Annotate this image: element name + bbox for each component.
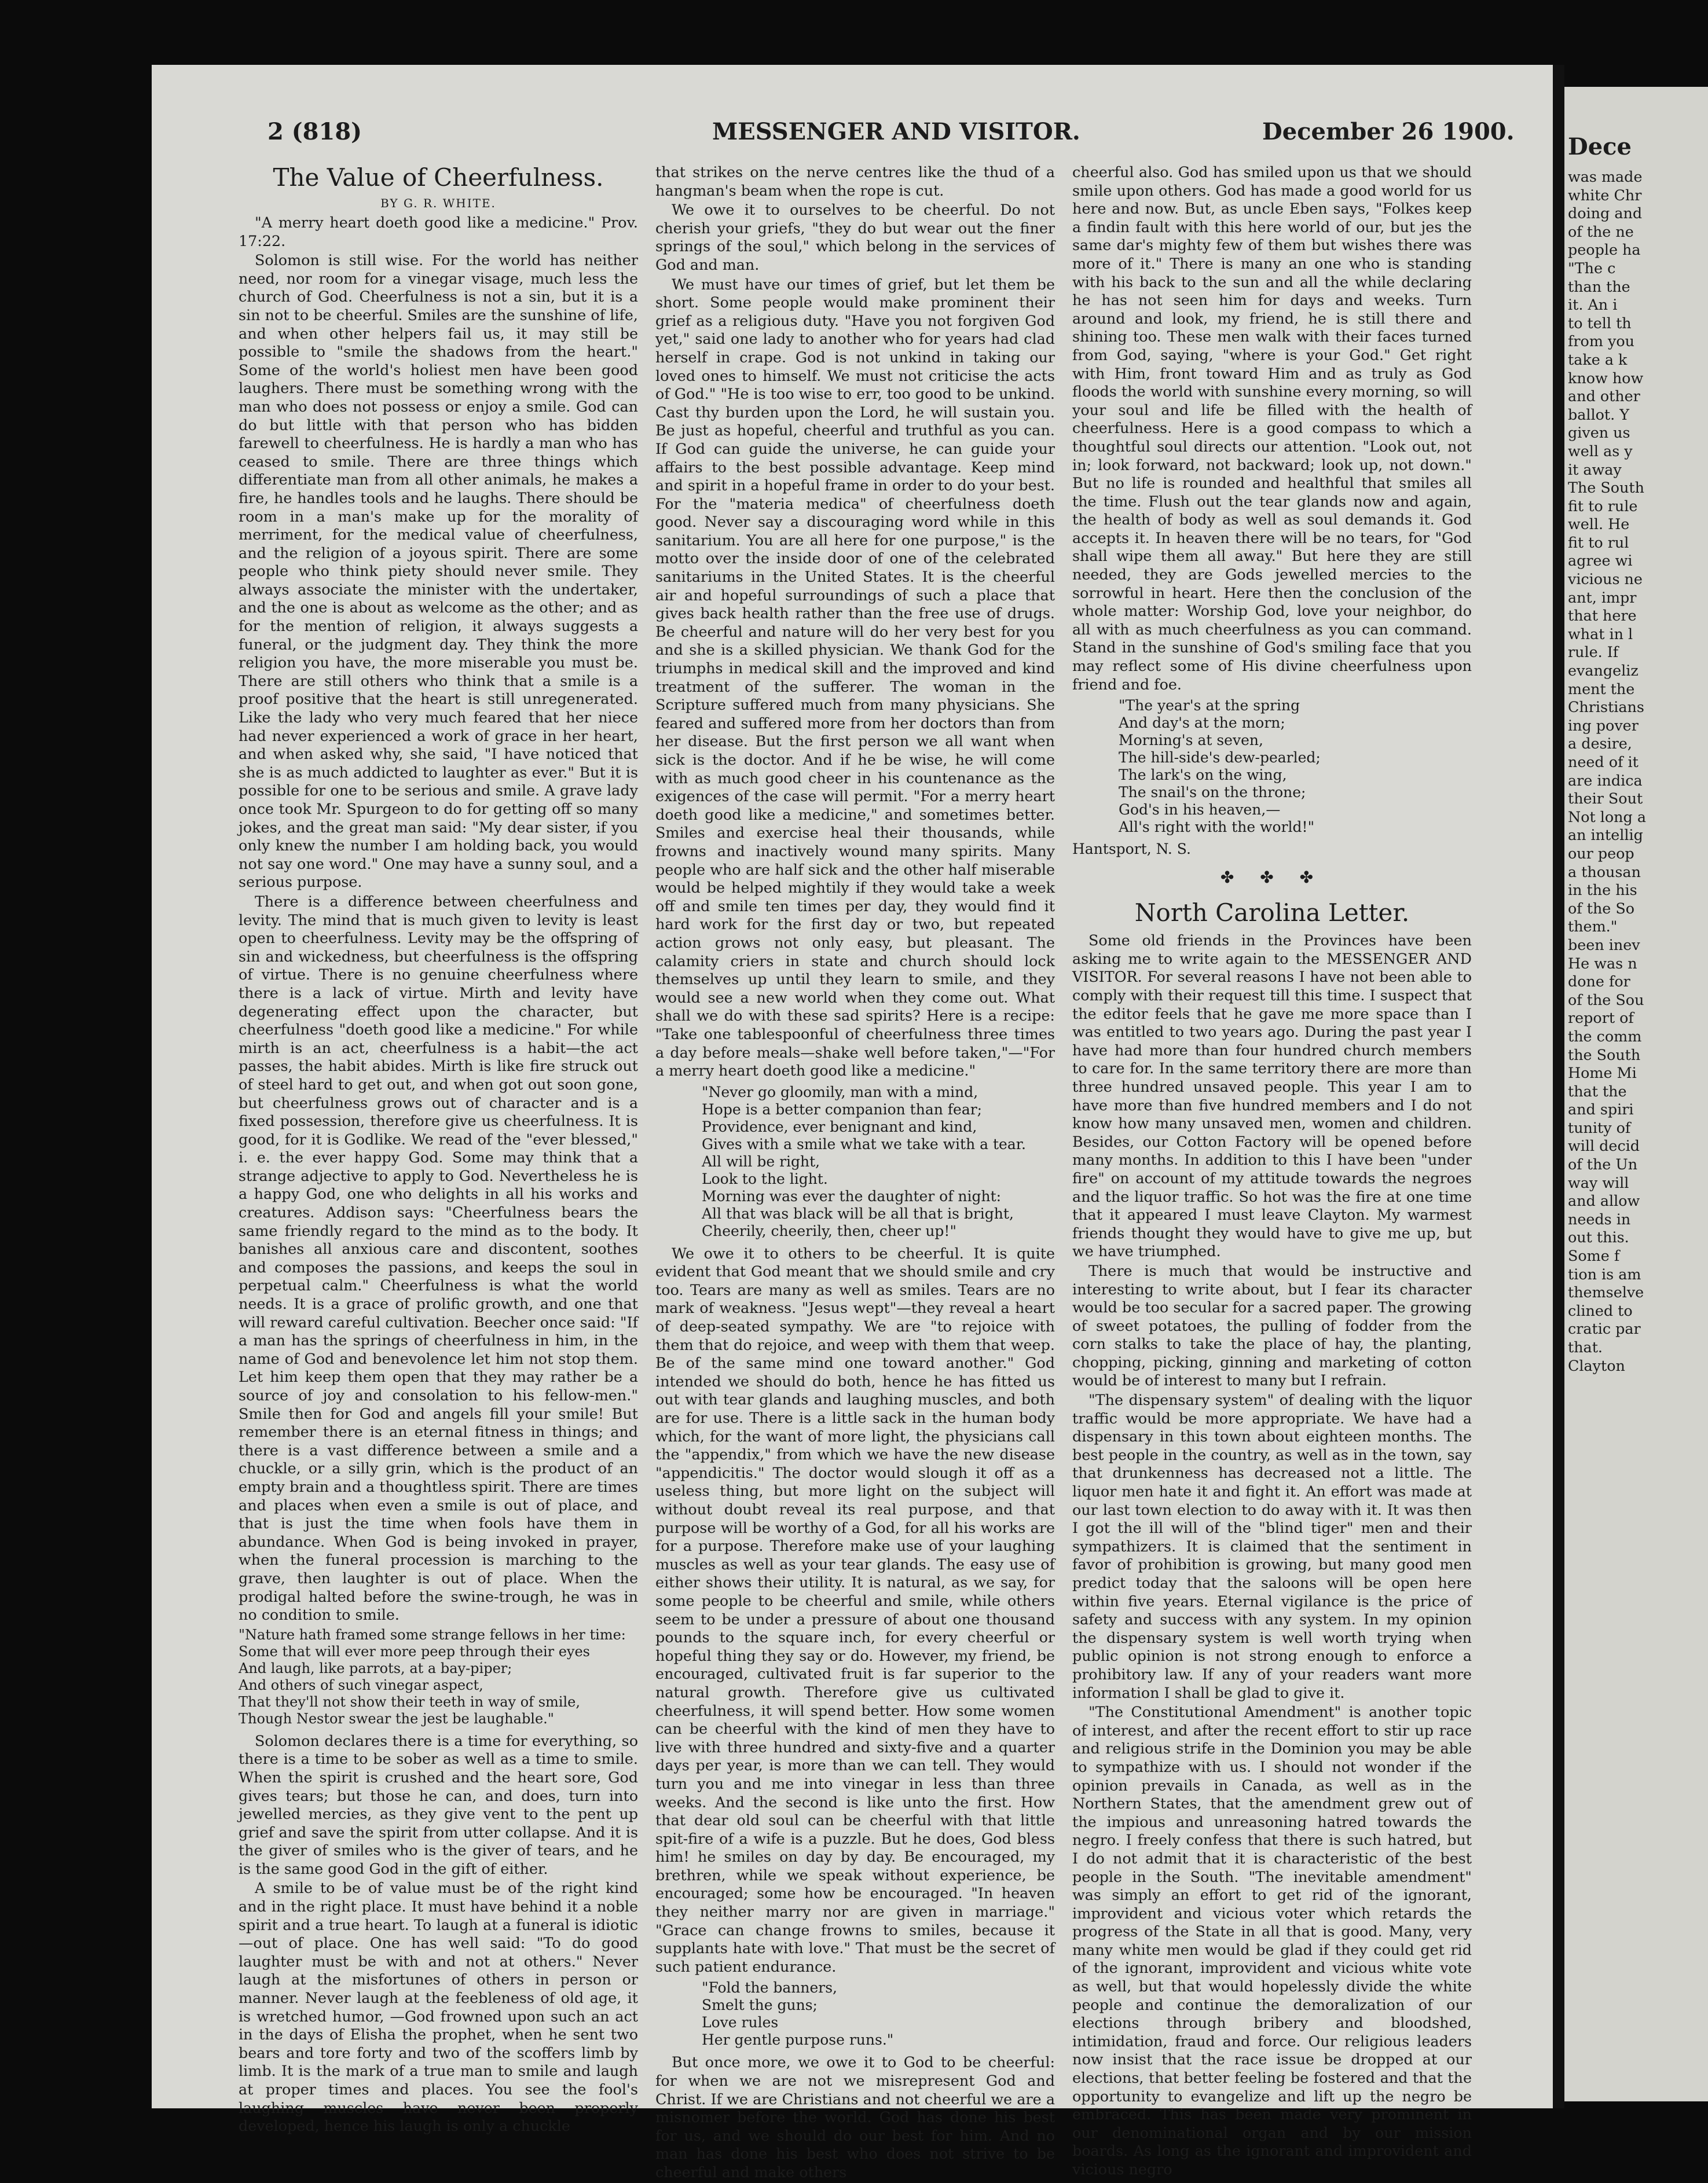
poem-quote: "Nature hath framed some strange fellows in her time: Some that will ever more peep through their eyes And laugh, like parrots, at a bay-piper; And others of such vinegar aspect, That they'll not show their teeth in way of smile, Though Nestor swear the jest be laughable." [239, 1626, 626, 1727]
paragraph: There is a difference between cheerfulness and levity. The mind that is much given to levity is least open to cheerfulness. Levity may be the offspring of sin and wickedness, but cheerfulness is the offspring of virtue. There is no genuine cheerfulness where there is a lack of virtue. Mirth and levity have degenerating effect upon the character, but cheerfulness "doeth good like a medicine." For while mirth is an act, cheerfulness is a habit—the act passes, the habit abides. Mirth is like fire struck out of steel hard to get out, and when got out soon gone, but cheerfulness grows out of character and is a fixed possession, therefore give us cheerfulness. It is good, for it is Godlike. We read of the "ever blessed," i. e. the ever happy God. Some may think that a strange adjective to apply to God. Nevertheless he is a happy God, one who delights in all his works and creatures. Addison says: "Cheerfulness bears the same friendly regard to the mind as to the body. It banishes all anxious care and discontent, soothes and composes the passions, and keeps the soul in perpetual calm." Cheerfulness is what the world needs. It is a grace of prolific growth, and one that will reward careful cultivation. Beecher once said: "If a man has the springs of cheerfulness in him, in the name of God and benevolence let him not stop them. Let him keep them open that they may rather be a source of joy and consolation to his fellow-men." Smile then for God and angels fill your smile! But remember there is an eternal fitness in things; and there is a vast difference between a smile and a chuckle, or a silly grin, which is the product of an empty brain and a thoughtless spirit. There are times and places when even a smile is out of place, and that is just the time when fools have them in abundance. When God is being invoked in prayer, when the funeral procession is marching to the grave, then laughter is out of place. When the prodigal halted before the swine-trough, he was in no condition to smile. [239, 892, 638, 1624]
page-number: 2 (818) [267, 118, 362, 145]
paragraph: But once more, we owe it to God to be cheerful: for when we are not we misrepresent God and Christ. If we are Christians and not cheerful we are a misnomer before the world. God has done his best for us, and we should do our best for him. And no man has done his best who does not strive to be cheerful and make others [655, 2053, 1055, 2181]
column-2 [655, 163, 1055, 2183]
column-3 [1072, 163, 1472, 2180]
paragraph: Solomon is still wise. For the world has neither need, nor room for a vinegar visage, much less the church of God. Cheerfulness is not a sin, but it is a sin not to be cheerful. Smiles are the sunshine of life, and when other helpers fail us, it may still be possible to "smile the shadows from the heart." Some of the world's holiest men have been good laughers. There must be something wrong with the man who does not possess or enjoy a smile. God can do but little with that person who has bidden farewell to cheerfulness. He is hardly a man who has ceased to smile. There are three things which differentiate man from all other animals, he makes a fire, he handles tools and he laughs. There should be room in a man's make up for the morality of merriment, for the medical value of cheerfulness, and the religion of a joyous spirit. There are some people who think piety should never smile. They always associate the minister with the undertaker, and the one is about as welcome as the other; and as for the mention of religion, it always suggests a funeral, or the judgment day. They think the more religion you have, the more miserable you must be. There are still others who think that a smile is a proof positive that the heart is still unregenerated. Like the lady who very much feared that her niece had never experienced a work of grace in her heart, and when asked why, she said, "I have noticed that she is as much addicted to laughter as ever." But it is possible for one to be serious and smile. A grave lady once took Mr. Spurgeon to do for getting off so many jokes, and the great man said: "My dear sister, if you only knew the number I am holding back, you would not say one word." One may have a sunny soul, and a serious purpose. [239, 251, 638, 891]
column-1 [239, 163, 638, 2137]
paragraph: "The Constitutional Amendment" is another topic of interest, and after the recent effort to stir up race and religious strife in the Dominion you may be able to sympathize with us. I should not wonder if the opinion prevails in Canada, as well as in the Northern States, that the amendment grew out of the impious and unreasoning hatred towards the negro. I freely confess that there is such hatred, but I do not admit that it is characteristic of the best people in the South. "The inevitable amendment" was simply an effort to get rid of the ignorant, improvident and vicious voter which retards the progress of the State in all that is good. Many, very many white men would be glad if they could get rid of the ignorant, improvident and vicious white vote as well, but that would hopelessly divide the white people and continue the demoralization of our elections through bribery and bloodshed, intimidation, fraud and force. Our religious leaders now insist that the race issue be dropped at our elections, that better feeling be fostered and that the opportunity to evangelize and lift up the negro be embraced. This has been made very prominent in our denominational organ and by our mission boards. As long as the ignorant and improvident and vicious negro [1072, 1703, 1472, 2178]
paragraph: "The dispensary system" of dealing with the liquor traffic would be more appropriate. We have had a dispensary in this town about eighteen months. The best people in the country, as well as in the town, say that drunkenness has decreased not a little. The liquor men hate it and fight it. An effort was made at our last town election to do away with it. It was then I got the ill will of the "blind tiger" men and their sympathizers. It is claimed that the sentiment in favor of prohibition is growing, but many good men predict today that the saloons will be open here within five years. Eternal vigilance is the price of safety and success with any system. In my opinion the dispensary system is well worth trying when public opinion is not strong enough to enforce a prohibitory law. If any of your readers want more information I shall be glad to give it. [1072, 1391, 1472, 1701]
article-title-cheerfulness: The Value of Cheerfulness. [273, 163, 604, 192]
adjacent-page-fragment [1564, 87, 1708, 2101]
adjacent-page-text: was made white Chr doing and of the ne people ha "The c than the it. An i to tell th from you take a k know how and other ballot. Y given us well as y it away The South fit to rule well. He fit to rul agree wi vicious ne ant, impr that here what in l rule. If evangeliz ment the Christians ing pover a desire, need of it are indica their Sout Not long a an intellig our peop a thousan in the his of the So them." been inev He was n done for of the Sou report of the comm the South Home Mi that the and spiri tunity of will decid of the Un way will and allow needs in out this. Some f tion is am themselve clined to cratic par that. Clayton [1568, 168, 1646, 1374]
issue-date: December 26 1900. [1262, 118, 1515, 145]
paragraph: Solomon declares there is a time for everything, so there is a time to be sober as well as a time to smile. When the spirit is crushed and the heart sore, God gives tears; but those he can, and does, turn into jewelled mercies, as they give vent to the pent up grief and save the spirit from utter collapse. And it is the giver of smiles who is the giver of tears, and he is the same good God in the gift of either. [239, 1731, 638, 1877]
page-gutter [1553, 65, 1564, 2108]
page-header [152, 118, 1553, 164]
paragraph: We owe it to others to be cheerful. It is quite evident that God meant that we should smile and cry too. Tears are many as well as smiles. Tears are no mark of weakness. "Jesus wept"—they reveal a heart of deep-seated sympathy. We are "to rejoice with them that do rejoice, and weep with them that weep. Be of the same mind one toward another." God intended we should do both, hence he has fitted us out with tear glands and laughing muscles, and both are for use. There is a little sack in the human body which, for the want of more light, the physicians call the "appendix," from which we have the new disease "appendicitis." The doctor would slough it off as a useless thing, but more light on the subject will without doubt reveal its real purpose, and that purpose will be worthy of a God, for all his works are for a purpose. Therefore make use of your laughing muscles as well as your tear glands. The easy use of either shows their utility. It is natural, as we say, for some people to be cheerful and smile, while others seem to be under a pressure of about one thousand pounds to the square inch, for every cheerful or hopeful thing they say or do. However, my friend, be encouraged, cultivated fruit is far superior to the natural growth. Therefore give us cultivated cheerfulness, it will spend better. How some women can be cheerful with the kind of men they have to live with three hundred and sixty-five and a quarter days per year, is more than we can tell. They would turn you and me into vinegar in less than three weeks. And the second is like unto the first. How that dear old soul can be cheerful with that little spit-fire of a wife is a puzzle. But he does, God bless him! he smiles on day by day. Be encouraged, my brethren, while we speak without experience, be encouraged; some how be encouraged. "In heaven they neither marry nor are given in marriage." "Grace can change frowns to smiles, because it supplants hate with love." That must be the secret of such patient endurance. [655, 1244, 1055, 1975]
article-title-north-carolina: North Carolina Letter. [1134, 898, 1410, 927]
paragraph: that strikes on the nerve centres like the thud of a hangman's beam when the rope is cut. [655, 163, 1055, 199]
byline: BY G. R. WHITE. [380, 196, 496, 210]
paragraph: We owe it to ourselves to be cheerful. Do not cherish your griefs, "they do but wear out the finer springs of the soul," which belong in the services of God and man. [655, 201, 1055, 273]
signoff: Hantsport, N. S. [1072, 841, 1191, 858]
newspaper-page [152, 65, 1553, 2181]
poem-years-at-the-spring: "The year's at the spring And day's at the morn; Morning's at seven, The hill-side's dew-pearled; The lark's on the wing, The snail's on the throne; God's in his heaven,— All's right with the world!" [1119, 697, 1321, 836]
poem-fold-the-banners: "Fold the banners, Smelt the guns; Love rules Her gentle purpose runs." [702, 1979, 894, 2049]
poem-never-go-gloomily: "Never go gloomily, man with a mind, Hope is a better companion than fear; Providence, ever benignant and kind, Gives with a smile what we take with a tear. All will be right, Look to the light. Morning was ever the daughter of night: All that was black will be all that is bright, Cheerily, cheerily, then, cheer up!" [702, 1083, 1026, 1239]
adjacent-page-header: Dece [1568, 133, 1632, 160]
paragraph: "A merry heart doeth good like a medicine." Prov. 17:22. [239, 214, 638, 250]
masthead: MESSENGER AND VISITOR. [712, 118, 1080, 145]
paragraph: cheerful also. God has smiled upon us that we should smile upon others. God has made a good world for us here and now. But, as uncle Eben says, "Folkes keep a findin fault with this here world of our, but jes the same dar's mighty few of them but wishes there was more of it." There is many an one who is standing with his back to the sun and all the while declaring he has not seen him for days and weeks. Turn around and look, my friend, he is still there and shining too. These men walk with their faces turned from God, saying, "where is your God." Get right with Him, front toward Him and as truly as God floods the world with sunshine every morning, so will your soul and life be filled with the health of cheerfulness. Here is a good compass to which a thoughtful soul directs our attention. "Look out, not in; look forward, not backward; look up, not down." But no life is rounded and healthful that smiles all the time. Flush out the tear glands now and again, the health of body as well as soul demands it. God accepts it. In heaven there will be no tears, for "God shall wipe them all away." But here they are still needed, they are Gods jewelled mercies to the sorrowful in heart. Here then the conclusion of the whole matter: Worship God, love your neighbor, do all with as much cheerfulness as you can command. Stand in the sunshine of God's smiling face that you may reflect some of His divine cheerfulness upon friend and foe. [1072, 163, 1472, 693]
paragraph: Some old friends in the Provinces have been asking me to write again to the MESSENGER AND VISITOR. For several reasons I have not been able to comply with their request till this time. I suspect that the editor feels that he gave me more space than I was entitled to two years ago. During the past year I have had more than four hundred church members to care for. In the same territory there are more than three hundred unsaved people. This year I am to have more than five hundred members and I do not know how many unsaved men, women and children. Besides, our Cotton Factory will be opened before many months. In addition to this I have been "under fire" on account of my attitude towards the negroes and the liquor traffic. So hot was the fire at one time that it appeared I must leave Clayton. My warmest friends thought they would have to give me up, but we have triumphed. [1072, 931, 1472, 1260]
paragraph: There is much that would be instructive and interesting to write about, but I fear its character would be too secular for a sacred paper. The growing of sweet potatoes, the pulling of fodder from the corn stalks to take the place of hay, the planting, chopping, picking, ginning and marketing of cotton would be of interest to many but I refrain. [1072, 1261, 1472, 1389]
paragraph: We must have our times of grief, but let them be short. Some people would make prominent their grief as a religious duty. "Have you not forgiven God yet," said one lady to another who for years had clad herself in crape. God is not unkind in taking our loved ones to himself. We must not criticise the acts of God." "He is too wise to err, too good to be unkind. Cast thy burden upon the Lord, he will sustain you. Be just as hopeful, cheerful and truthful as you can. If God can guide the universe, he can guide your affairs to the best possible advantage. Keep mind and spirit in a hopeful frame in order to do your best. For the "materia medica" of cheerfulness doeth good. Never say a discouraging word while in this sanitarium. You are all here for one purpose," is the motto over the inside door of one of the celebrated sanitariums in the United States. It is the cheerful air and hopeful surroundings of such a place that gives back health rather than the free use of drugs. Be cheerful and nature will do her very best for you and she is a skilled physician. We thank God for the triumphs in medical skill and the improved and kind treatment of the sufferer. The woman in the Scripture suffered much from many physicians. She feared and suffered more from her doctors than from her disease. But the first person we all want when sick is the doctor. And if he be wise, he will come with as much good cheer in his countenance as the exigences of the case will permit. "For a merry heart doeth good like a medicine," and sometimes better. Smiles and exercise heal their thousands, while frowns and inactively wound many spirits. Many people who are half sick and the other half miserable would be helped mightily if they would take a week off and smile ten times per day, they would find it hard work for the first day or two, but repeated action grows not only easy, but pleasant. The calamity criers in state and church should lock themselves up until they learn to smile, and they would see a new world when they come out. What shall we do with these sad spirits? Here is a recipe: "Take one tablespoonful of cheerfulness three times a day before meals—shake well before taken,"—"For a merry heart doeth good like a medicine." [655, 275, 1055, 1080]
section-separator: ✤ ✤ ✤ [1220, 868, 1324, 887]
paragraph: A smile to be of value must be of the right kind and in the right place. It must have behind it a noble spirit and a true heart. To laugh at a funeral is idiotic—out of place. One has well said: "To do good laughter must be with and not at others." Never laugh at the misfortunes of others in person or manner. Never laugh at the feebleness of old age, it is wretched humor, —God frowned upon such an act in the days of Elisha the prophet, when he sent two bears and tore forty and two of the scoffers limb by limb. It is the mark of a true man to smile and laugh at proper times and places. You see the fool's laughing muscles have never been properly developed, hence his laugh is only a chuckle [239, 1879, 638, 2135]
